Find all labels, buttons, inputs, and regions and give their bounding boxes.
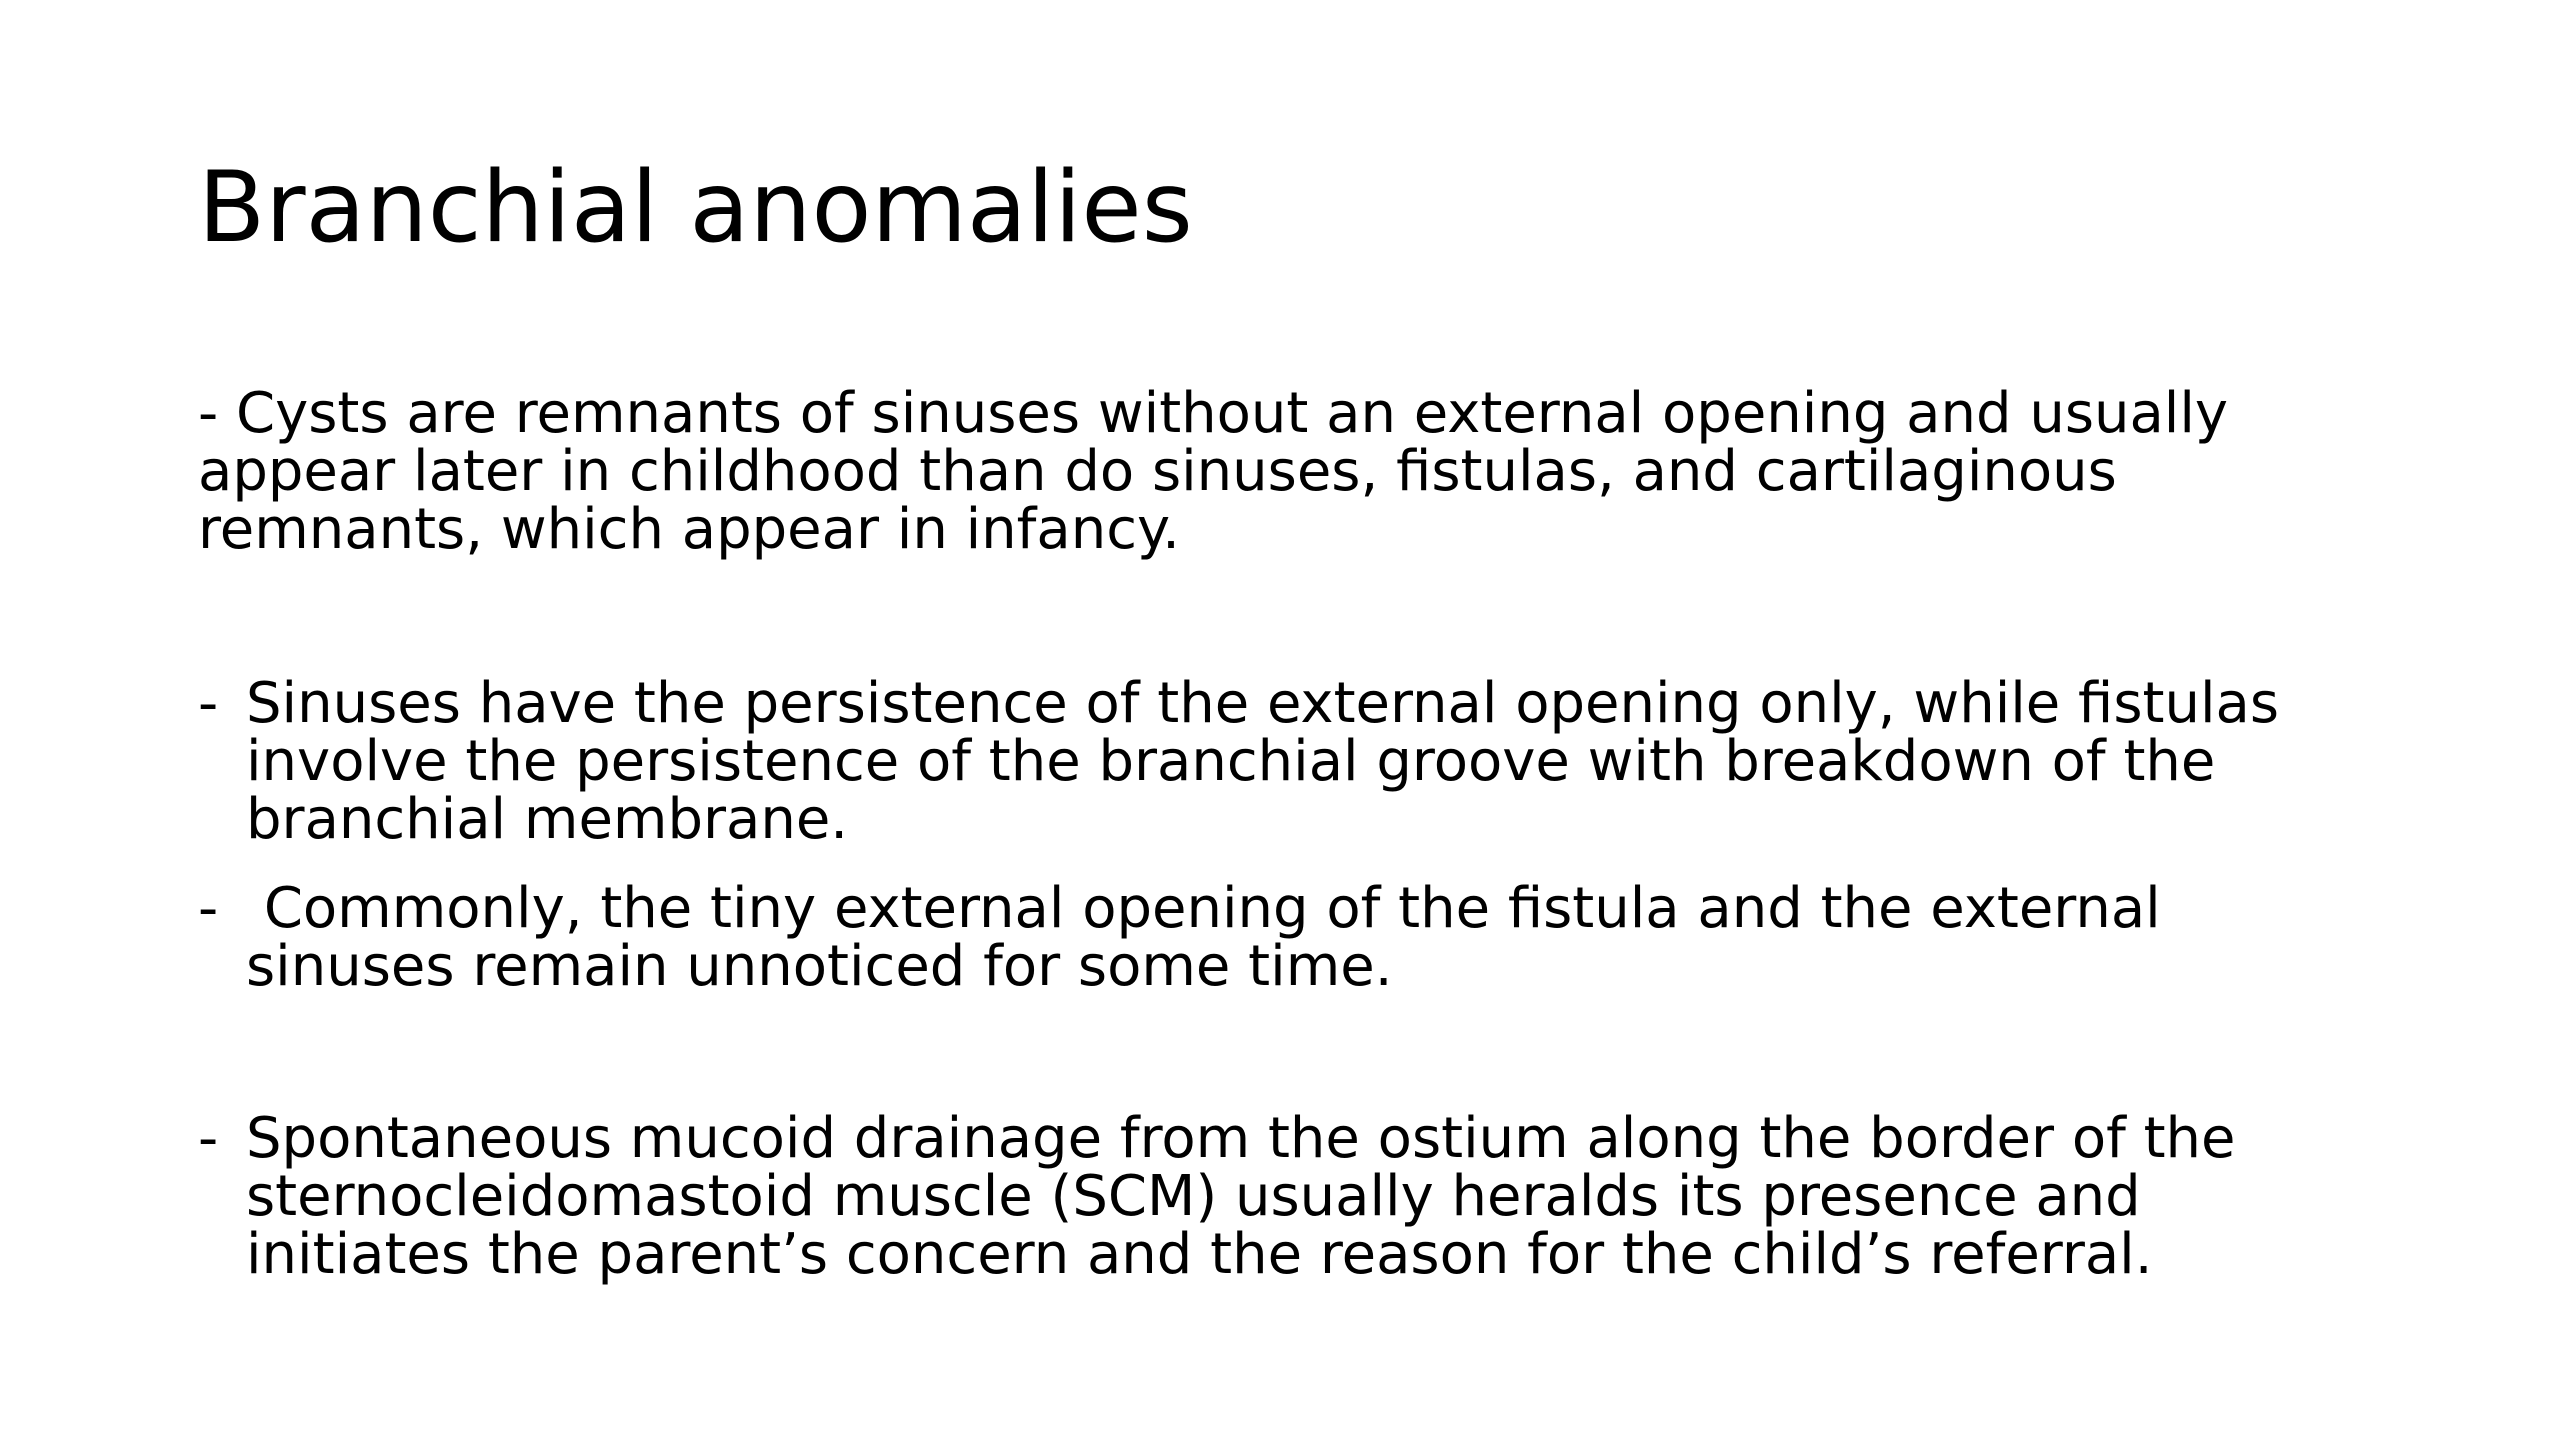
bullet-marker: - <box>198 671 219 736</box>
bullet-text: Sinuses have the persistence of the external opening only, while fistulas involve the persistence of the branchial groove with breakdown of the branchial membrane. <box>246 671 2297 852</box>
slide-title: Branchial anomalies <box>198 151 1193 265</box>
bullet-text: Spontaneous mucoid drainage from the ostium along the border of the sternocleidomastoid muscle (SCM) usually heralds its presence and initiates the parent’s concern and the reason for the child’s referral. <box>246 1106 2254 1287</box>
bullet-marker: - <box>198 876 219 941</box>
bullet-item-3 <box>198 1106 2358 1287</box>
bullet-text: Commonly, the tiny external opening of the fistula and the external sinuses remain unnoticed for some time. <box>246 876 2179 999</box>
bullet-item-2 <box>198 876 2358 999</box>
bullet-marker: - <box>198 1106 219 1171</box>
intro-paragraph: - Cysts are remnants of sinuses without an external opening and usually appear later in childhood than do sinuses, fistulas, and cartilaginous remnants, which appear in infancy. <box>198 381 2229 562</box>
bullet-item-1 <box>198 671 2358 852</box>
